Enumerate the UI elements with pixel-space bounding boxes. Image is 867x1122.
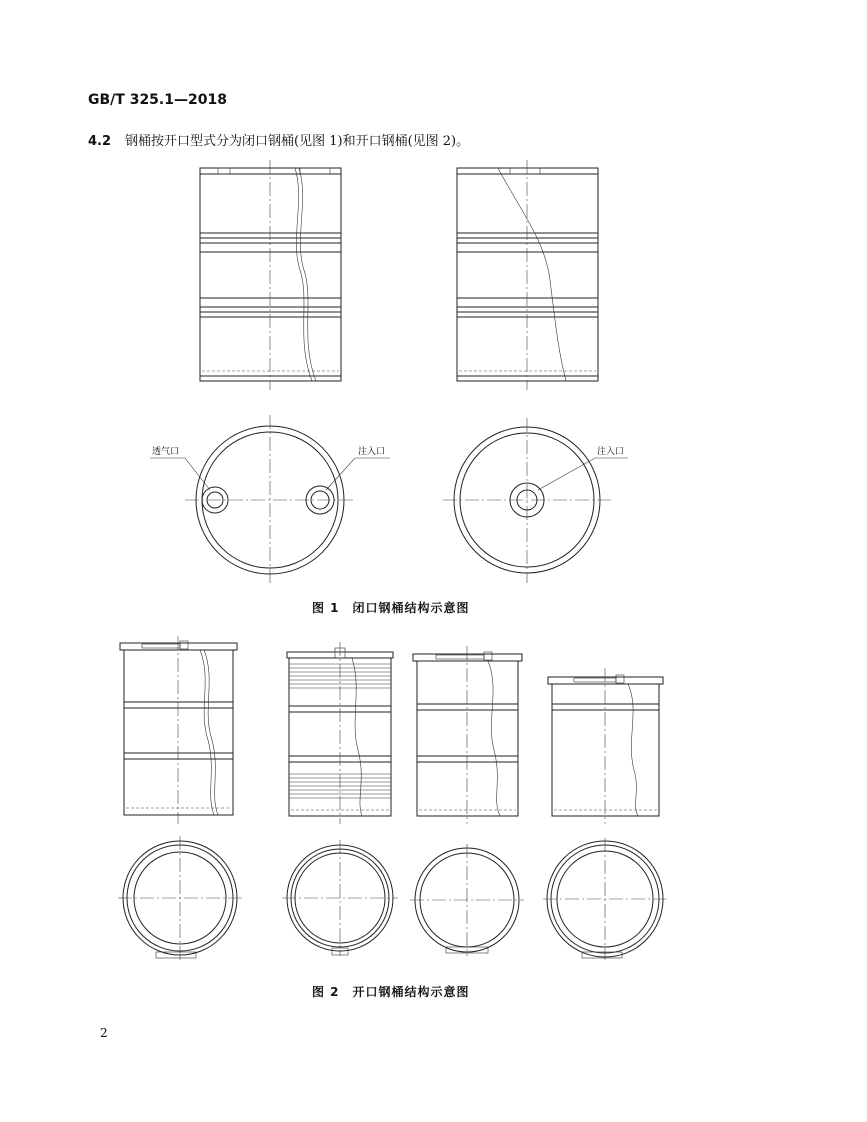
fig2-drum-1-elevation (120, 636, 237, 824)
fig2-drum-2-plan (282, 840, 398, 956)
fill-port-label-left: 注入口 (358, 447, 386, 457)
fig2-drum-4-plan (543, 838, 667, 960)
fig1-drum-b-elevation (457, 160, 598, 390)
fig2-drum-2-elevation (287, 642, 393, 824)
fig2-drum-1-plan (118, 836, 242, 960)
clause-text: 钢桶按开口型式分为闭口钢桶(见图 1)和开口钢桶(见图 2)。 (125, 134, 470, 149)
fig2-drum-4-elevation (548, 668, 663, 824)
figure-2-caption: 图 2 开口钢桶结构示意图 (312, 985, 470, 999)
page-number: 2 (100, 1026, 108, 1040)
fig1-drum-b-plan (443, 418, 628, 583)
vent-label: 透气口 (152, 447, 180, 457)
figure-1-caption: 图 1 闭口钢桶结构示意图 (312, 601, 470, 615)
clause-number: 4.2 (88, 134, 112, 149)
fig2-drum-3-plan (410, 844, 524, 956)
standard-code: GB/T 325.1—2018 (88, 92, 227, 108)
fill-port-label-right: 注入口 (597, 447, 625, 457)
fig1-drum-a-elevation (200, 160, 341, 390)
fig2-drum-3-elevation (413, 646, 522, 824)
fig1-drum-a-plan (150, 415, 390, 585)
